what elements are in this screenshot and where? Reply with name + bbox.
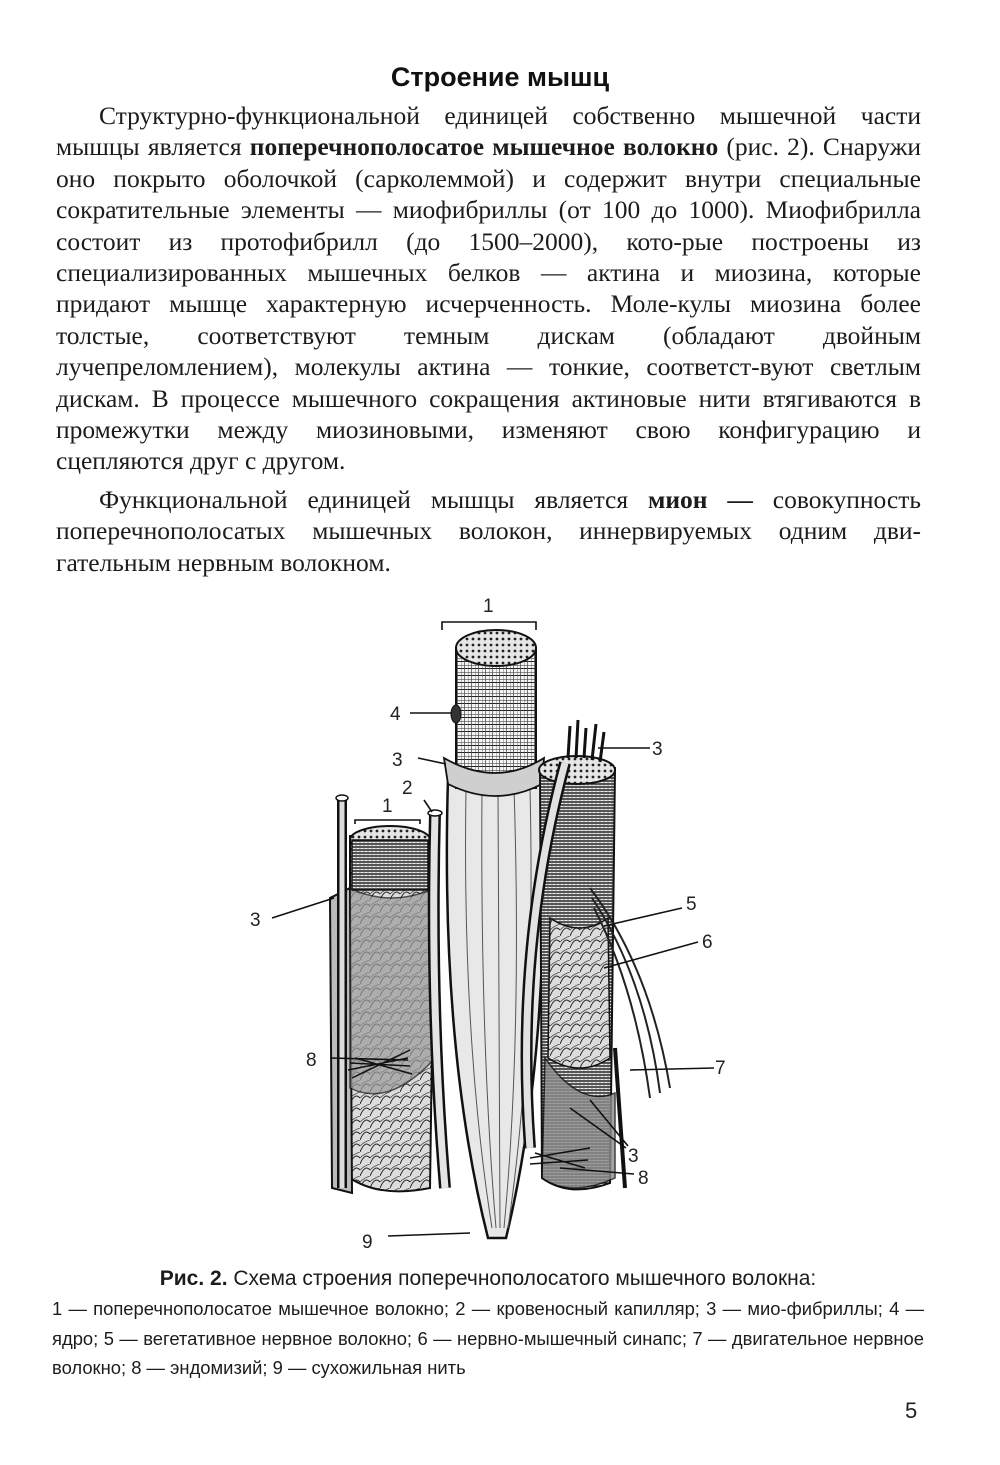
- label-7: 7: [715, 1058, 726, 1079]
- label-3-top-right: 3: [652, 739, 663, 760]
- muscle-fiber-illustration: [230, 588, 750, 1260]
- label-6: 6: [702, 932, 713, 953]
- paragraph-1-term: поперечнополосатое мышечное волокно: [249, 132, 719, 162]
- label-1-top: 1: [483, 596, 494, 617]
- paragraph-2-start: Функциональной единицей мышцы является: [99, 485, 648, 514]
- label-9: 9: [362, 1232, 373, 1253]
- section-heading: Строение мышц: [390, 62, 610, 92]
- paragraph-2: [56, 484, 921, 578]
- page-number: 5: [905, 1398, 918, 1423]
- paragraph-2-rest: совокупность поперечнополосатых мышечных волокон, иннервируемых одним дви-гательным нервным волокном.: [56, 485, 921, 577]
- label-5: 5: [686, 894, 697, 915]
- label-3-lower-left: 3: [250, 910, 261, 931]
- paragraph-1-start: Структурно-функциональной единицей собственно мышечной части мышцы является: [56, 101, 921, 162]
- label-4: 4: [390, 704, 401, 725]
- caption-figure-number: Рис. 2.: [159, 1267, 228, 1290]
- label-1-left: 1: [382, 796, 393, 817]
- muscle-fiber-figure: [230, 588, 750, 1260]
- caption-title: [52, 1264, 924, 1294]
- label-3-bottom-right: 3: [628, 1146, 639, 1167]
- caption-legend: 1 — поперечнополосатое мышечное волокно; 2 — кровеносный капилляр; 3 — мио-фибриллы; 4 — ядро; 5 — вегетативное нервное волокно; 6 — нервно-мышечный синапс; 7 — двигательное нервное волокно; 8 — эндомизий; 9 — сухожильная нить: [52, 1298, 924, 1378]
- label-8-left: 8: [306, 1050, 317, 1071]
- paragraph-1: [56, 100, 921, 477]
- right-muscle-fiber: [539, 720, 615, 1189]
- caption-figure-title: Схема строения поперечнополосатого мышечного волокна:: [227, 1267, 817, 1290]
- figure-caption: [52, 1264, 924, 1383]
- label-8-right: 8: [638, 1168, 649, 1189]
- label-2: 2: [402, 778, 413, 799]
- paragraph-2-term: мион —: [647, 485, 753, 514]
- label-3-upper-left: 3: [392, 750, 403, 771]
- paragraph-1-rest: (рис. 2). Снаружи оно покрыто оболочкой (сарколеммой) и содержит внутри специальные сократительные элементы — миофибриллы (от 100 до 1000). Миофибрилла состоит из протофибрилл (до 1500–2000), кото-рые построены из специализированных мышечных белков — актина и миозина, которые придают мышце характерную исчерченность. Моле-кулы миозина более толстые, соответствуют темным дискам (обладают двойным лучепреломлением), молекулы актина — тонкие, соответст-вуют светлым дискам. В процессе мышечного сокращения актиновые нити втягиваются в промежутки между миозиновыми, изменяют свою конфигурацию и сцепляются друг с другом.: [56, 132, 921, 476]
